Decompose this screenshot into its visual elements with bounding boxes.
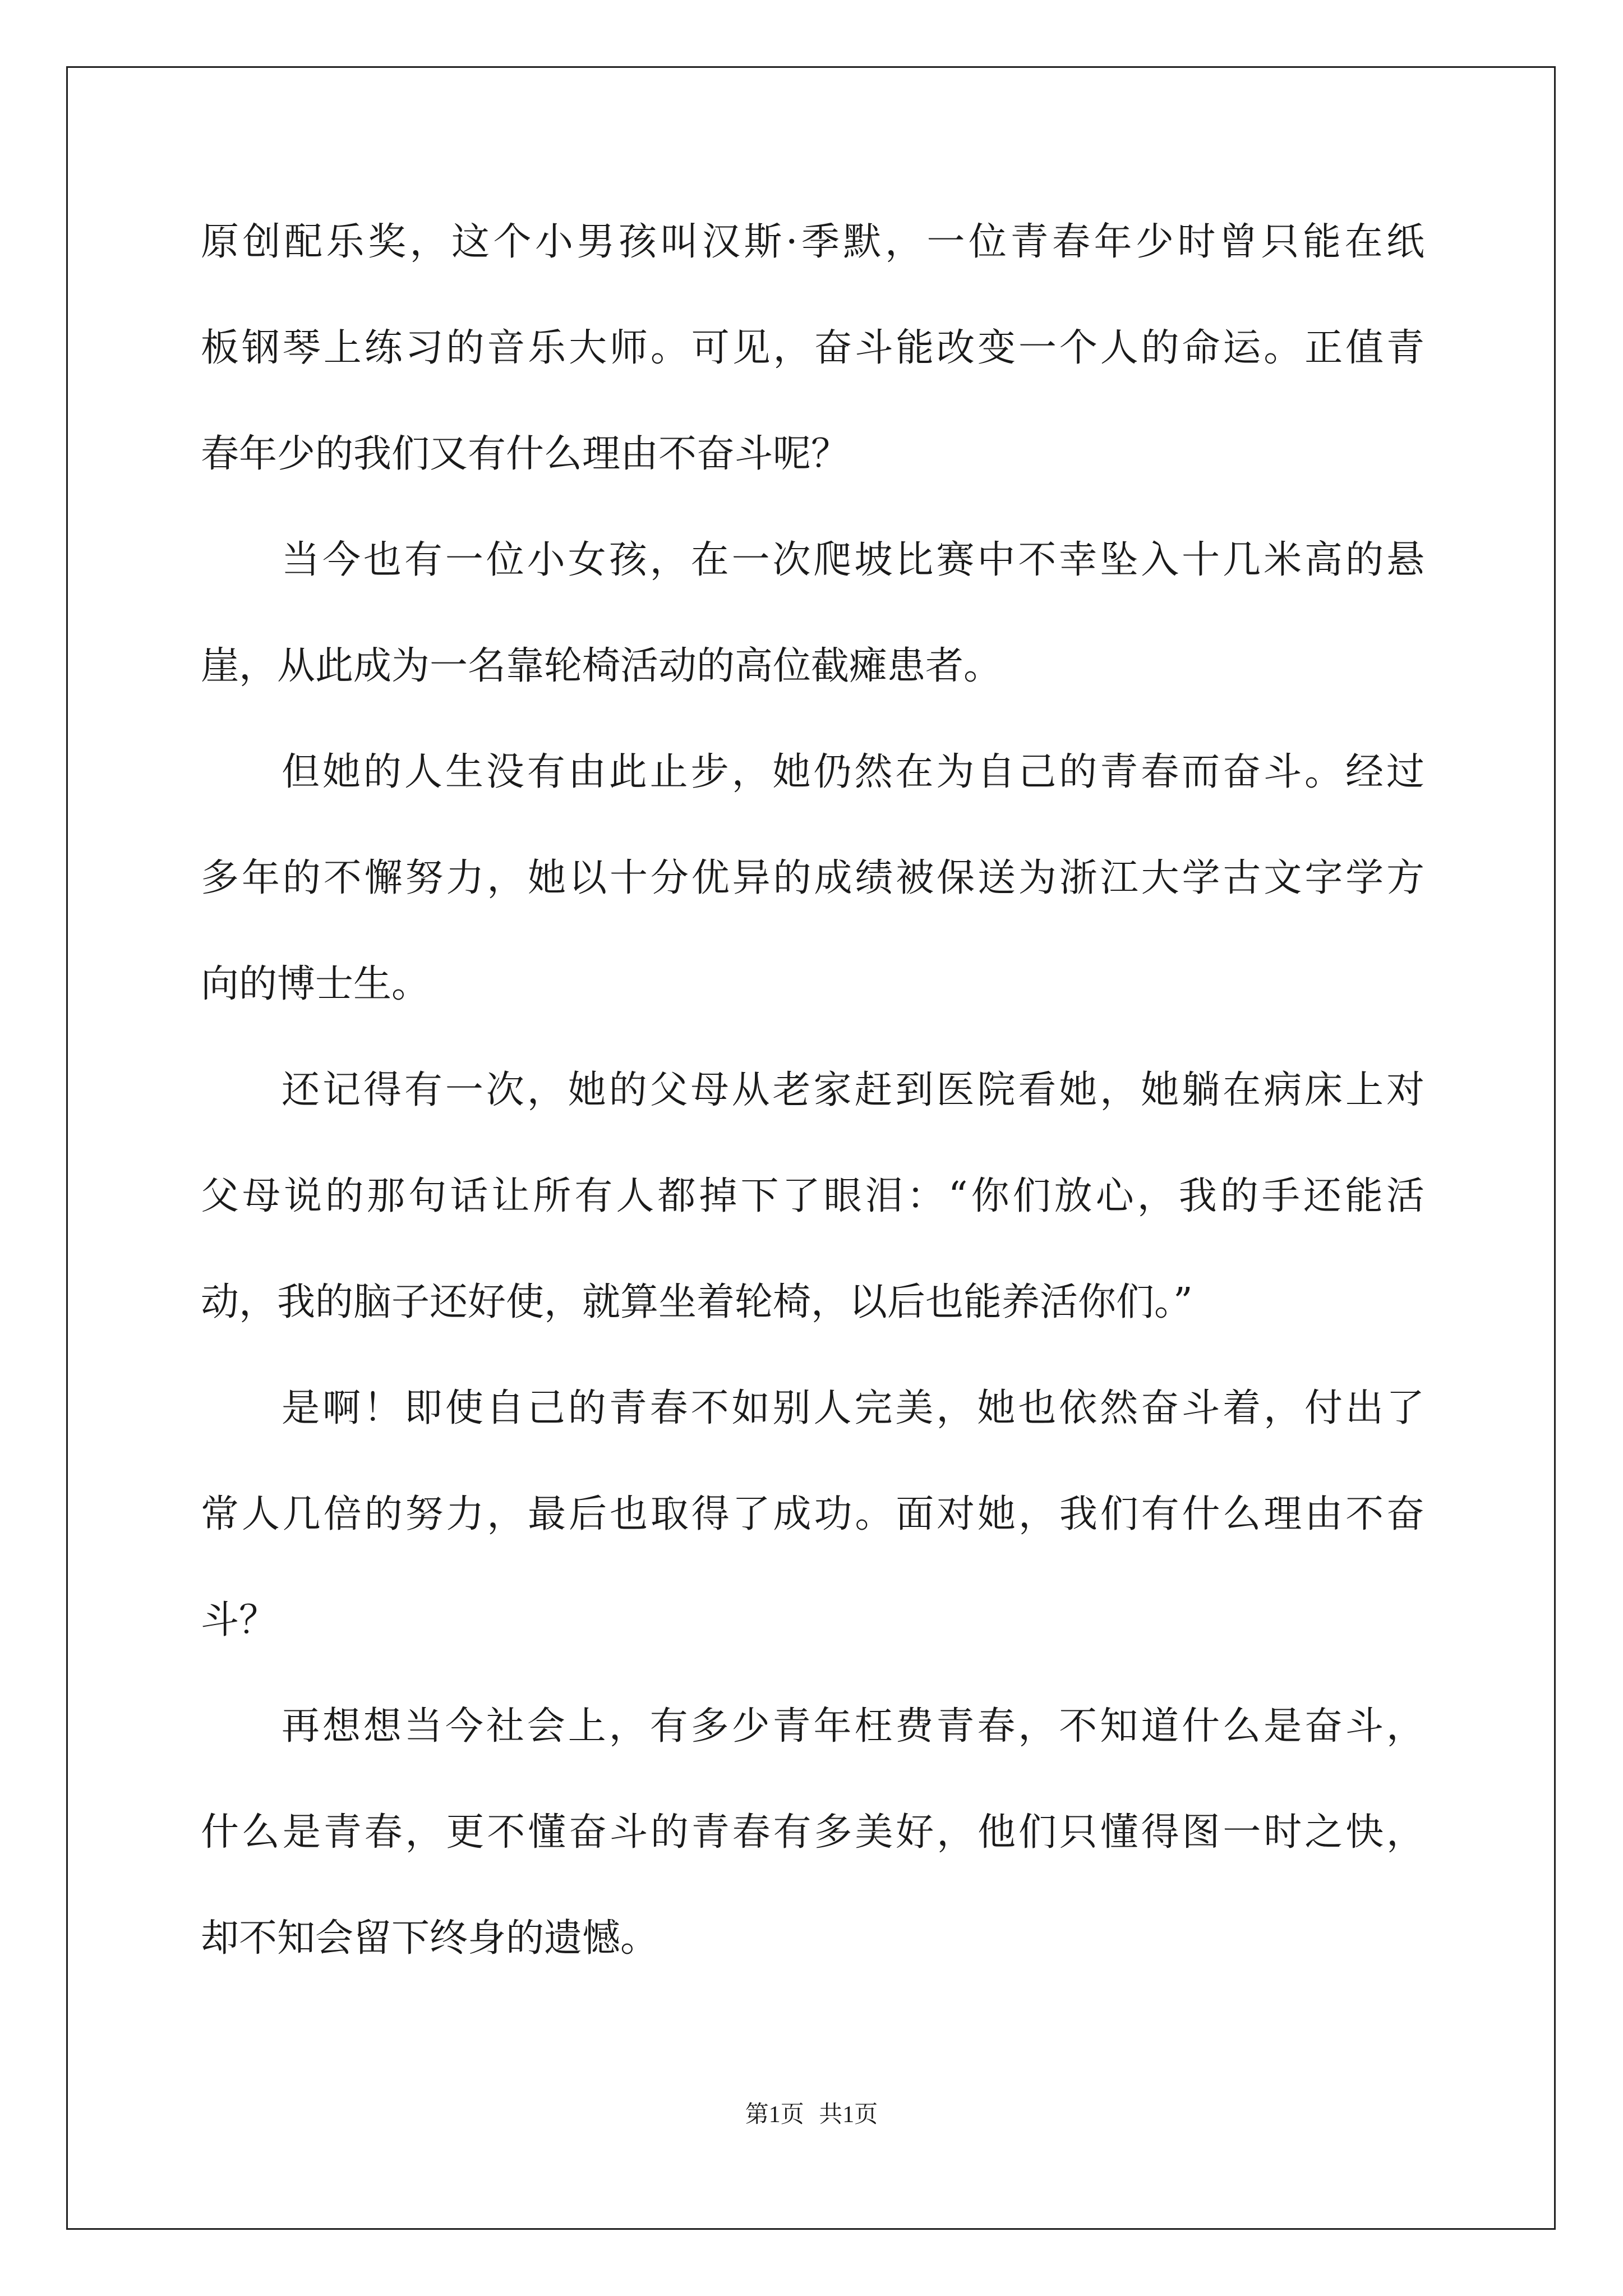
text-line: 但她的人生没有由此止步，她仍然在为自己的青春而奋斗。经过 [282, 750, 1424, 794]
document-body [201, 214, 1424, 2017]
text-line: 向的博士生。 [201, 962, 430, 1006]
text-line: 斗？ [201, 1598, 278, 1642]
text-line: 却不知会留下终身的遗憾。 [201, 1916, 659, 1961]
text-line: 春年少的我们又有什么理由不奋斗呢？ [201, 432, 850, 476]
text-line: 常人几倍的努力，最后也取得了成功。面对她，我们有什么理由不奋 [201, 1492, 1424, 1536]
text-line: 多年的不懈努力，她以十分优异的成绩被保送为浙江大学古文字学方 [201, 856, 1424, 900]
text-line: 什么是青春，更不懂奋斗的青春有多美好，他们只懂得图一时之快， [201, 1810, 1424, 1855]
text-line: 原创配乐奖，这个小男孩叫汉斯·季默，一位青春年少时曾只能在纸 [201, 220, 1424, 264]
page-number: 第1页 [745, 2102, 804, 2128]
text-line: 再想想当今社会上，有多少青年枉费青春，不知道什么是奋斗， [282, 1704, 1424, 1749]
page-total: 共1页 [819, 2102, 878, 2128]
text-line: 板钢琴上练习的音乐大师。可见，奋斗能改变一个人的命运。正值青 [201, 326, 1424, 370]
text-line: 动，我的脑子还好使，就算坐着轮椅，以后也能养活你们。” [201, 1280, 1193, 1324]
text-line: 还记得有一次，她的父母从老家赶到医院看她，她躺在病床上对 [282, 1068, 1424, 1112]
text-line: 父母说的那句话让所有人都掉下了眼泪：“你们放心，我的手还能活 [201, 1174, 1424, 1218]
page-footer [0, 2098, 1623, 2132]
text-line: 是啊！即使自己的青春不如别人完美，她也依然奋斗着，付出了 [282, 1386, 1424, 1430]
text-line: 崖，从此成为一名靠轮椅活动的高位截瘫患者。 [201, 644, 1002, 688]
text-line: 当今也有一位小女孩，在一次爬坡比赛中不幸坠入十几米高的悬 [282, 538, 1424, 582]
